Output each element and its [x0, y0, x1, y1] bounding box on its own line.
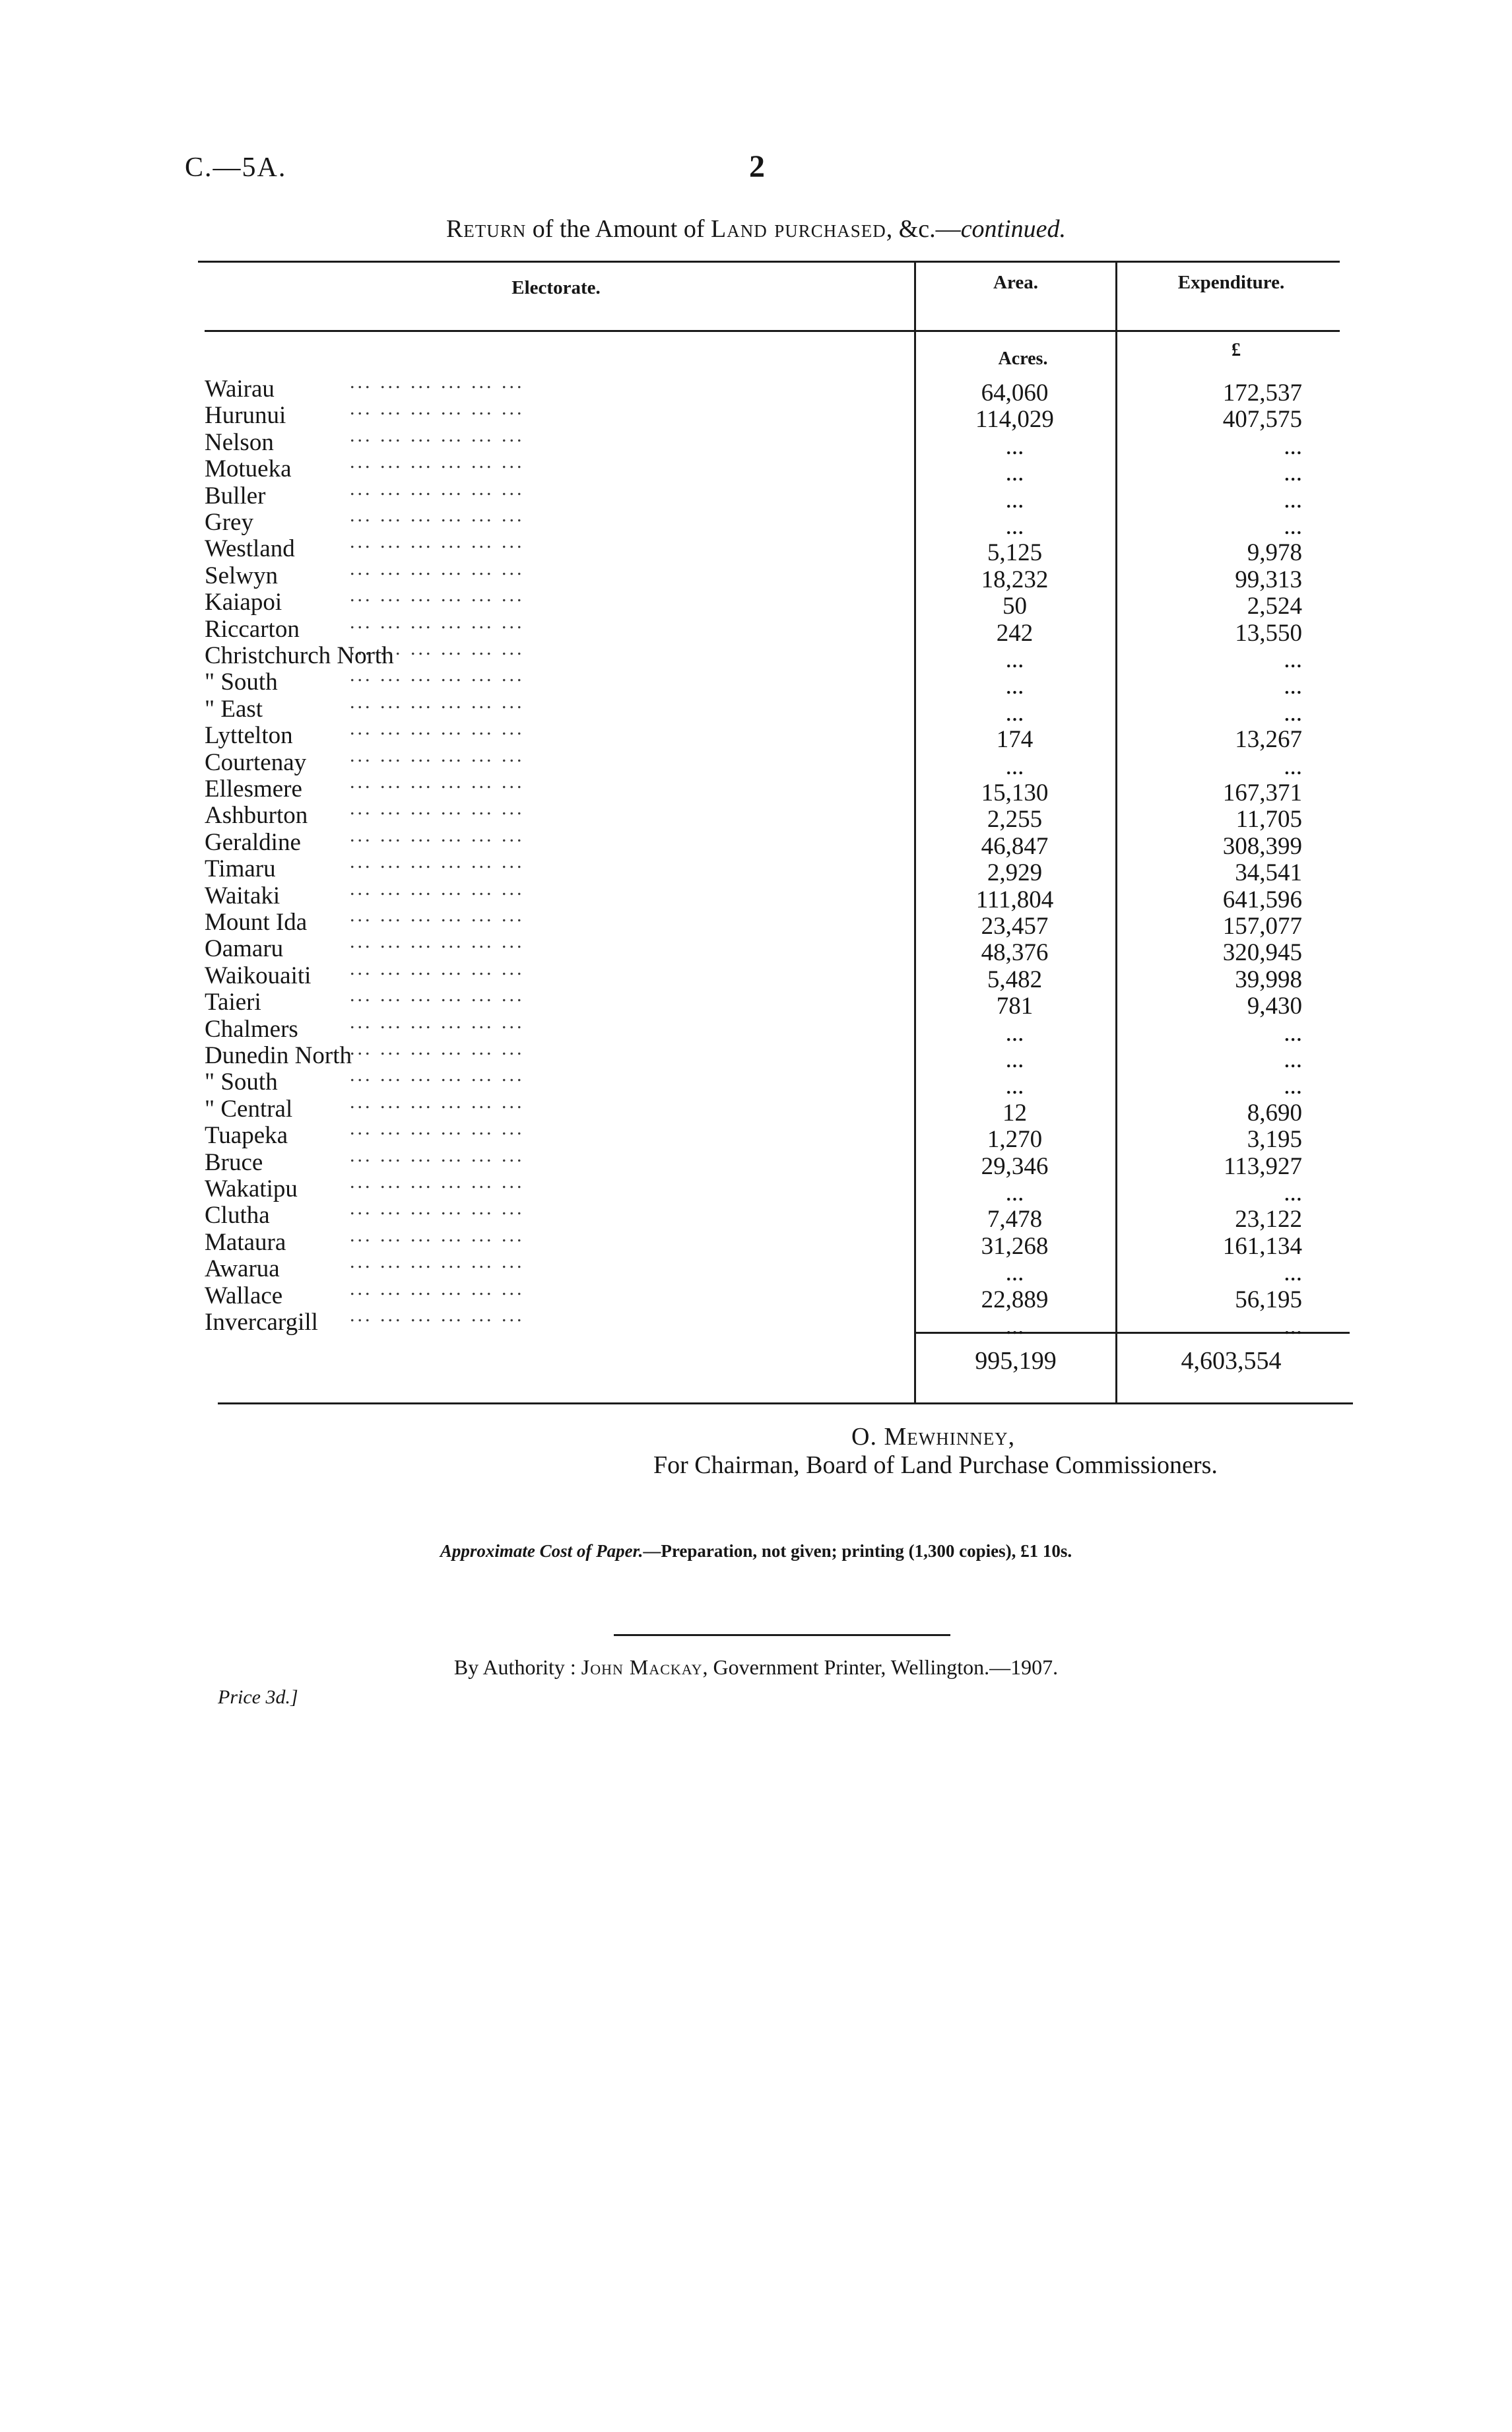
electorate-name: Taieri: [205, 989, 261, 1016]
total-expenditure: 4,603,554: [1181, 1347, 1282, 1375]
leader-dots: ... ... ... ... ... ...: [350, 584, 525, 607]
title-lead: Return: [445, 215, 527, 243]
leader-dots: ... ... ... ... ... ...: [350, 610, 525, 633]
area-value: 64,060: [981, 379, 1049, 407]
area-value: 114,029: [975, 406, 1054, 434]
leader-dots: ... ... ... ... ... ...: [350, 531, 525, 553]
electorate-name: Kaiapoi: [205, 589, 282, 616]
table-row: [198, 1304, 1340, 1340]
leader-dots: ... ... ... ... ... ...: [350, 851, 525, 873]
electorate-name: Motueka: [205, 455, 292, 483]
leader-dots: ... ... ... ... ... ...: [350, 1197, 525, 1220]
area-value: ...: [1005, 1313, 1024, 1340]
column-header-area: Area.: [993, 272, 1038, 293]
leader-dots: ... ... ... ... ... ...: [350, 984, 525, 1006]
area-value: 781: [996, 993, 1034, 1020]
expenditure-value: 113,927: [1224, 1152, 1302, 1180]
electorate-name: Awarua: [205, 1255, 280, 1283]
title-subject: Land purchased: [711, 215, 886, 243]
electorate-name: Mataura: [205, 1228, 286, 1256]
area-value: ...: [1005, 752, 1024, 780]
expenditure-value: 3,195: [1247, 1126, 1302, 1154]
electorate-name: Waikouaiti: [205, 962, 312, 989]
expenditure-unit-label: £: [1232, 340, 1241, 360]
table-top-rule: [198, 261, 1340, 263]
area-value: 7,478: [987, 1206, 1043, 1233]
leader-dots: ... ... ... ... ... ...: [350, 1251, 525, 1273]
expenditure-value: 172,537: [1222, 379, 1302, 407]
imprint-suffix: , Government Printer, Wellington.—1907.: [702, 1655, 1059, 1679]
expenditure-value: ...: [1284, 1179, 1302, 1206]
expenditure-value: ...: [1284, 1072, 1302, 1100]
area-value: 2,255: [987, 806, 1043, 834]
printer-imprint: [0, 1655, 1512, 1680]
electorate-name: Invercargill: [205, 1309, 318, 1336]
area-value: 50: [1003, 593, 1027, 620]
electorate-name: Ellesmere: [205, 775, 302, 803]
leader-dots: ... ... ... ... ... ...: [350, 1277, 525, 1299]
cost-of-paper-note: [0, 1541, 1512, 1561]
leader-dots: ... ... ... ... ... ...: [350, 744, 525, 766]
area-value: ...: [1005, 1259, 1024, 1287]
expenditure-value: ...: [1284, 459, 1302, 487]
expenditure-value: ...: [1284, 752, 1302, 780]
area-value: ...: [1005, 486, 1024, 513]
area-value: 46,847: [981, 832, 1049, 860]
area-value: 174: [996, 726, 1034, 754]
expenditure-value: 2,524: [1247, 593, 1302, 620]
expenditure-value: 8,690: [1247, 1099, 1302, 1127]
page-number: 2: [749, 149, 765, 184]
cost-note-text: —Preparation, not given; printing (1,300 copies), £1 10s.: [643, 1541, 1072, 1561]
area-value: ...: [1005, 1046, 1024, 1073]
expenditure-value: ...: [1284, 699, 1302, 727]
leader-dots: ... ... ... ... ... ...: [350, 1010, 525, 1033]
expenditure-value: ...: [1284, 1259, 1302, 1287]
table-title: [0, 214, 1512, 244]
imprint-printer: John Mackay: [581, 1655, 703, 1679]
electorate-name: Nelson: [205, 428, 274, 456]
title-tail: , &c.—: [886, 215, 961, 243]
electorate-name: Tuapeka: [205, 1122, 288, 1150]
electorate-name: Wakatipu: [205, 1175, 298, 1202]
expenditure-value: 39,998: [1235, 966, 1302, 993]
leader-dots: ... ... ... ... ... ...: [350, 477, 525, 500]
expenditure-value: 407,575: [1222, 406, 1302, 434]
table-bottom-rule: [218, 1402, 1353, 1404]
cost-note-label: Approximate Cost of Paper.: [440, 1541, 643, 1561]
signatory-role: For Chairman, Board of Land Purchase Commissioners.: [653, 1451, 1218, 1479]
area-value: 31,268: [981, 1232, 1049, 1260]
leader-dots: ... ... ... ... ... ...: [350, 1304, 525, 1326]
area-value: ...: [1005, 1019, 1024, 1047]
leader-dots: ... ... ... ... ... ...: [350, 931, 525, 953]
leader-dots: ... ... ... ... ... ...: [350, 1171, 525, 1193]
area-value: ...: [1005, 699, 1024, 727]
area-value: 242: [996, 619, 1034, 647]
area-value: 1,270: [987, 1126, 1043, 1154]
electorate-name: Lyttelton: [205, 722, 293, 750]
expenditure-value: 99,313: [1235, 566, 1302, 593]
expenditure-value: 13,267: [1235, 726, 1302, 754]
area-value: 18,232: [981, 566, 1049, 593]
expenditure-value: ...: [1284, 646, 1302, 673]
leader-dots: ... ... ... ... ... ...: [350, 797, 525, 820]
leader-dots: ... ... ... ... ... ...: [350, 1090, 525, 1113]
area-value: 5,482: [987, 966, 1043, 993]
electorate-name: Courtenay: [205, 748, 307, 776]
electorate-name: Ashburton: [205, 802, 308, 830]
area-value: ...: [1005, 459, 1024, 487]
expenditure-value: 34,541: [1235, 859, 1302, 887]
leader-dots: ... ... ... ... ... ...: [350, 904, 525, 926]
area-value: 22,889: [981, 1286, 1049, 1313]
area-value: ...: [1005, 673, 1024, 700]
leader-dots: ... ... ... ... ... ...: [350, 1117, 525, 1140]
area-value: 5,125: [987, 539, 1043, 567]
electorate-name: " East: [205, 695, 263, 723]
electorate-name: Geraldine: [205, 828, 301, 856]
electorate-name: " Central: [205, 1095, 293, 1123]
electorate-name: Christchurch North: [205, 642, 394, 669]
price-note: Price 3d.]: [218, 1686, 298, 1708]
leader-dots: ... ... ... ... ... ...: [350, 690, 525, 713]
leader-dots: ... ... ... ... ... ...: [350, 824, 525, 846]
expenditure-value: ...: [1284, 1313, 1302, 1340]
expenditure-value: 641,596: [1222, 886, 1302, 913]
title-middle: of the Amount of: [526, 215, 711, 243]
total-area: 995,199: [975, 1347, 1057, 1375]
electorate-name: Selwyn: [205, 562, 278, 589]
signatory-name: O. Mewhinney,: [851, 1423, 1016, 1451]
expenditure-value: 11,705: [1235, 806, 1302, 834]
leader-dots: ... ... ... ... ... ...: [350, 424, 525, 446]
document-reference: C.—5A.: [185, 152, 287, 183]
area-value: 12: [1003, 1099, 1027, 1127]
leader-dots: ... ... ... ... ... ...: [350, 664, 525, 686]
electorate-name: Dunedin North: [205, 1042, 352, 1069]
expenditure-value: ...: [1284, 1019, 1302, 1047]
electorate-name: Buller: [205, 482, 266, 509]
area-value: ...: [1005, 513, 1024, 540]
area-value: 48,376: [981, 939, 1049, 967]
area-value: 111,804: [975, 886, 1054, 913]
area-value: ...: [1005, 1179, 1024, 1206]
electorate-name: Wairau: [205, 376, 275, 403]
leader-dots: ... ... ... ... ... ...: [350, 451, 525, 473]
leader-dots: ... ... ... ... ... ...: [350, 1144, 525, 1166]
electorate-name: Riccarton: [205, 615, 300, 643]
area-value: ...: [1005, 432, 1024, 460]
electorate-name: " South: [205, 669, 278, 696]
leader-dots: ... ... ... ... ... ...: [350, 771, 525, 793]
area-value: 15,130: [981, 779, 1049, 806]
leader-dots: ... ... ... ... ... ...: [350, 1037, 525, 1059]
expenditure-value: 9,430: [1247, 993, 1302, 1020]
electorate-name: Waitaki: [205, 882, 280, 909]
column-header-expenditure: Expenditure.: [1177, 272, 1285, 293]
expenditure-value: ...: [1284, 486, 1302, 513]
leader-dots: ... ... ... ... ... ...: [350, 557, 525, 579]
electorate-name: Oamaru: [205, 935, 284, 963]
expenditure-value: 167,371: [1222, 779, 1302, 806]
electorate-name: Wallace: [205, 1282, 283, 1309]
expenditure-value: 56,195: [1235, 1286, 1302, 1313]
area-unit-label: Acres.: [998, 348, 1048, 369]
electorate-name: Hurunui: [205, 402, 286, 430]
area-value: 23,457: [981, 913, 1049, 940]
expenditure-value: 23,122: [1235, 1206, 1302, 1233]
expenditure-value: 157,077: [1222, 913, 1302, 940]
expenditure-value: 320,945: [1222, 939, 1302, 967]
expenditure-value: ...: [1284, 673, 1302, 700]
expenditure-value: 9,978: [1247, 539, 1302, 567]
leader-dots: ... ... ... ... ... ...: [350, 717, 525, 740]
electorate-name: Mount Ida: [205, 909, 308, 936]
electorate-name: Westland: [205, 535, 295, 563]
area-value: ...: [1005, 646, 1024, 673]
table-header-rule: [205, 330, 1340, 332]
expenditure-value: 161,134: [1222, 1232, 1302, 1260]
leader-dots: ... ... ... ... ... ...: [350, 1224, 525, 1246]
electorate-name: Timaru: [205, 855, 276, 883]
expenditure-value: 13,550: [1235, 619, 1302, 647]
column-header-electorate: Electorate.: [511, 277, 601, 298]
leader-dots: ... ... ... ... ... ...: [350, 371, 525, 393]
area-value: 29,346: [981, 1152, 1049, 1180]
leader-dots: ... ... ... ... ... ...: [350, 638, 525, 659]
electorate-name: Clutha: [205, 1202, 270, 1230]
expenditure-value: ...: [1284, 432, 1302, 460]
electorate-name: Chalmers: [205, 1015, 298, 1043]
expenditure-value: ...: [1284, 1046, 1302, 1073]
leader-dots: ... ... ... ... ... ...: [350, 877, 525, 900]
imprint-rule: [614, 1634, 950, 1636]
area-value: ...: [1005, 1072, 1024, 1100]
leader-dots: ... ... ... ... ... ...: [350, 397, 525, 420]
area-value: 2,929: [987, 859, 1043, 887]
expenditure-value: ...: [1284, 513, 1302, 540]
leader-dots: ... ... ... ... ... ...: [350, 1064, 525, 1086]
electorate-name: Grey: [205, 509, 253, 536]
leader-dots: ... ... ... ... ... ...: [350, 957, 525, 979]
imprint-prefix: By Authority :: [453, 1655, 581, 1679]
title-continued: continued.: [960, 215, 1067, 243]
expenditure-value: 308,399: [1222, 832, 1302, 860]
electorate-name: Bruce: [205, 1148, 263, 1176]
electorate-name: " South: [205, 1068, 278, 1096]
leader-dots: ... ... ... ... ... ...: [350, 504, 525, 526]
